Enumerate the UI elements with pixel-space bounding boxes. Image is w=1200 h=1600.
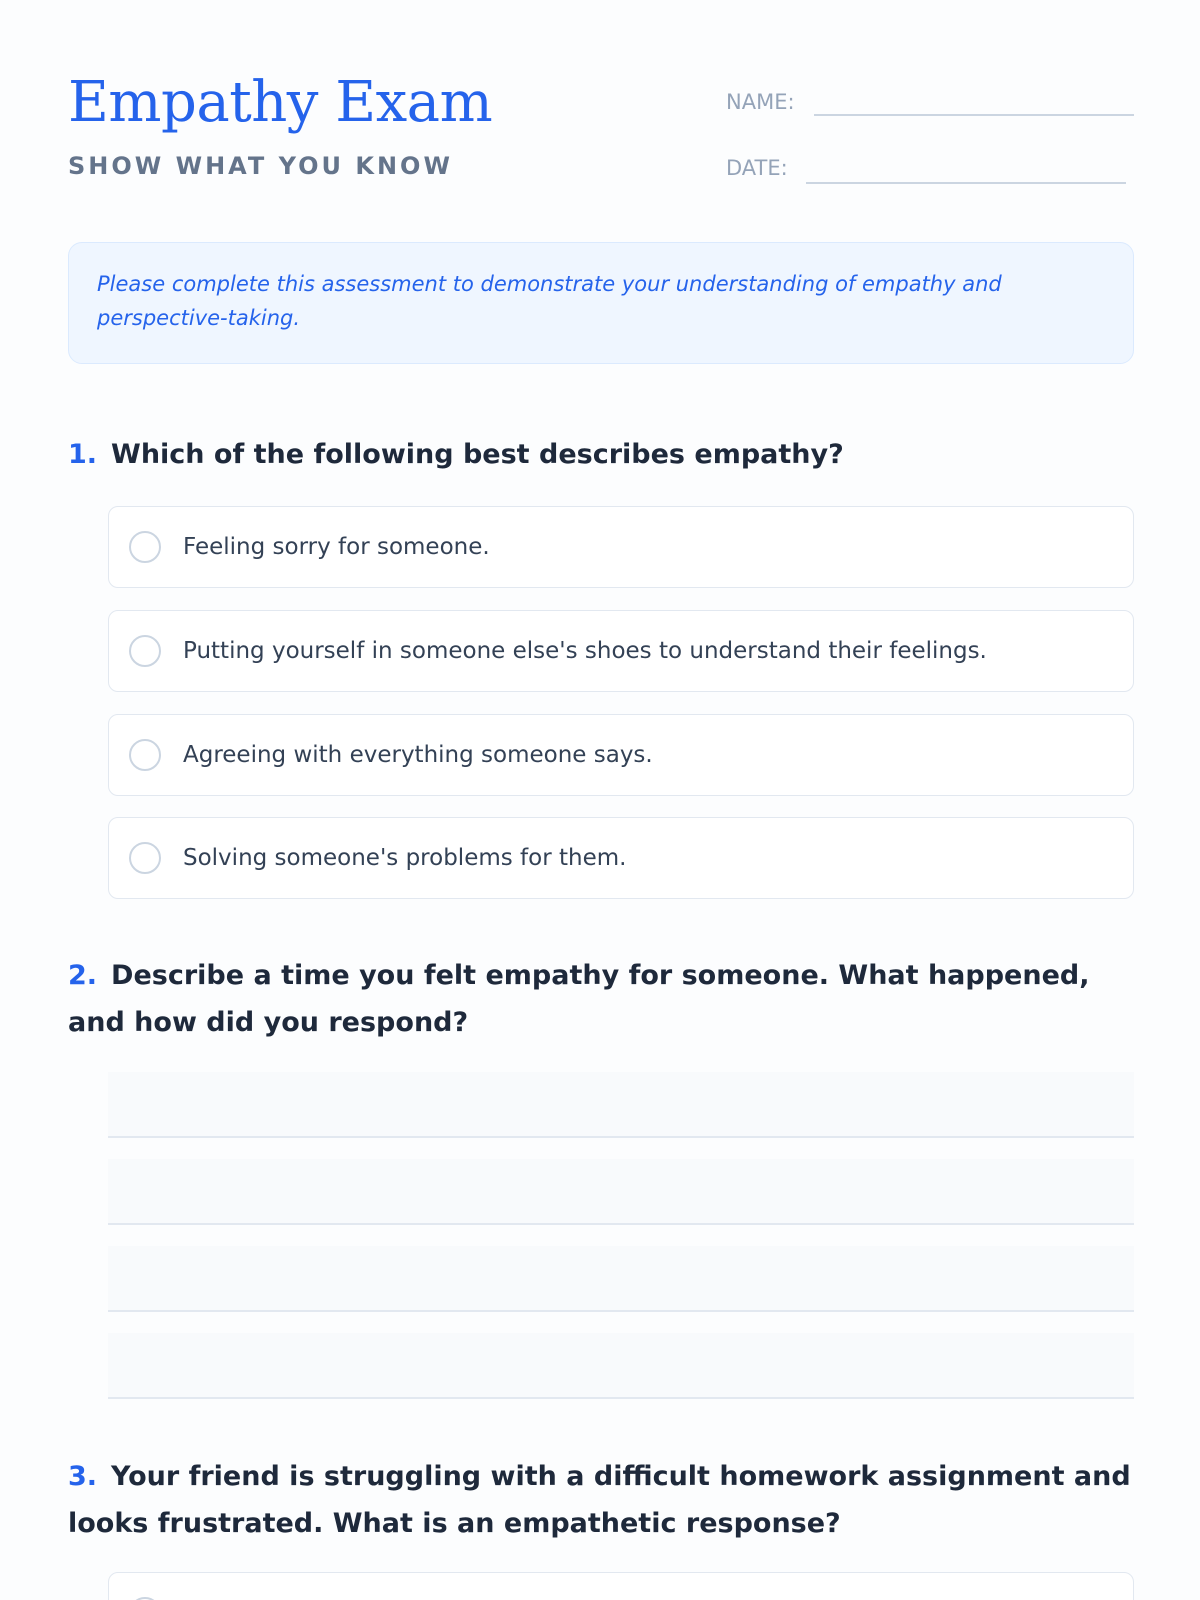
option-1c[interactable]	[108, 714, 1134, 796]
answer-line[interactable]	[108, 1072, 1134, 1138]
option-3a[interactable]	[108, 1572, 1134, 1600]
question-1-prompt: Which of the following best describes empathy?	[111, 439, 844, 470]
question-1	[68, 431, 1134, 478]
question-3-number: 3.	[68, 1461, 98, 1492]
date-field[interactable]	[726, 150, 1134, 186]
question-2-number: 2.	[68, 960, 98, 991]
radio-button[interactable]	[129, 531, 161, 563]
question-1-number: 1.	[68, 439, 98, 470]
radio-button[interactable]	[129, 842, 161, 874]
instructions-text: Please complete this assessment to demonstrate your understanding of empathy and perspective-taking.	[97, 272, 1002, 330]
option-label: Solving someone's problems for them.	[183, 845, 627, 871]
name-field[interactable]	[726, 84, 1134, 120]
question-2-text	[68, 952, 1134, 1046]
question-3-prompt: Your friend is struggling with a difficult homework assignment and looks frustrated. What is an empathetic response?	[68, 1461, 1131, 1539]
instructions-panel	[68, 242, 1134, 364]
question-2	[68, 952, 1134, 1046]
answer-line[interactable]	[108, 1246, 1134, 1312]
option-label: Feeling sorry for someone.	[183, 534, 490, 560]
radio-button[interactable]	[129, 739, 161, 771]
option-label: Putting yourself in someone else's shoes to understand their feelings.	[183, 638, 987, 664]
question-3	[68, 1453, 1134, 1547]
page-subtitle: SHOW WHAT YOU KNOW	[68, 152, 453, 180]
option-label: Agreeing with everything someone says.	[183, 742, 653, 768]
question-3-text	[68, 1453, 1134, 1547]
answer-line[interactable]	[108, 1159, 1134, 1225]
radio-button[interactable]	[129, 635, 161, 667]
page-title: Empathy Exam	[68, 70, 493, 135]
question-1-text	[68, 431, 1134, 478]
option-1a[interactable]	[108, 506, 1134, 588]
option-1b[interactable]	[108, 610, 1134, 692]
option-1d[interactable]	[108, 817, 1134, 899]
date-underline[interactable]	[806, 182, 1126, 184]
date-label: DATE:	[726, 156, 788, 180]
question-2-prompt: Describe a time you felt empathy for someone. What happened, and how did you respond?	[68, 960, 1090, 1038]
name-underline[interactable]	[814, 114, 1134, 116]
name-label: NAME:	[726, 90, 795, 114]
exam-page	[68, 0, 1134, 1600]
exam-header	[68, 0, 1134, 200]
answer-line[interactable]	[108, 1333, 1134, 1399]
